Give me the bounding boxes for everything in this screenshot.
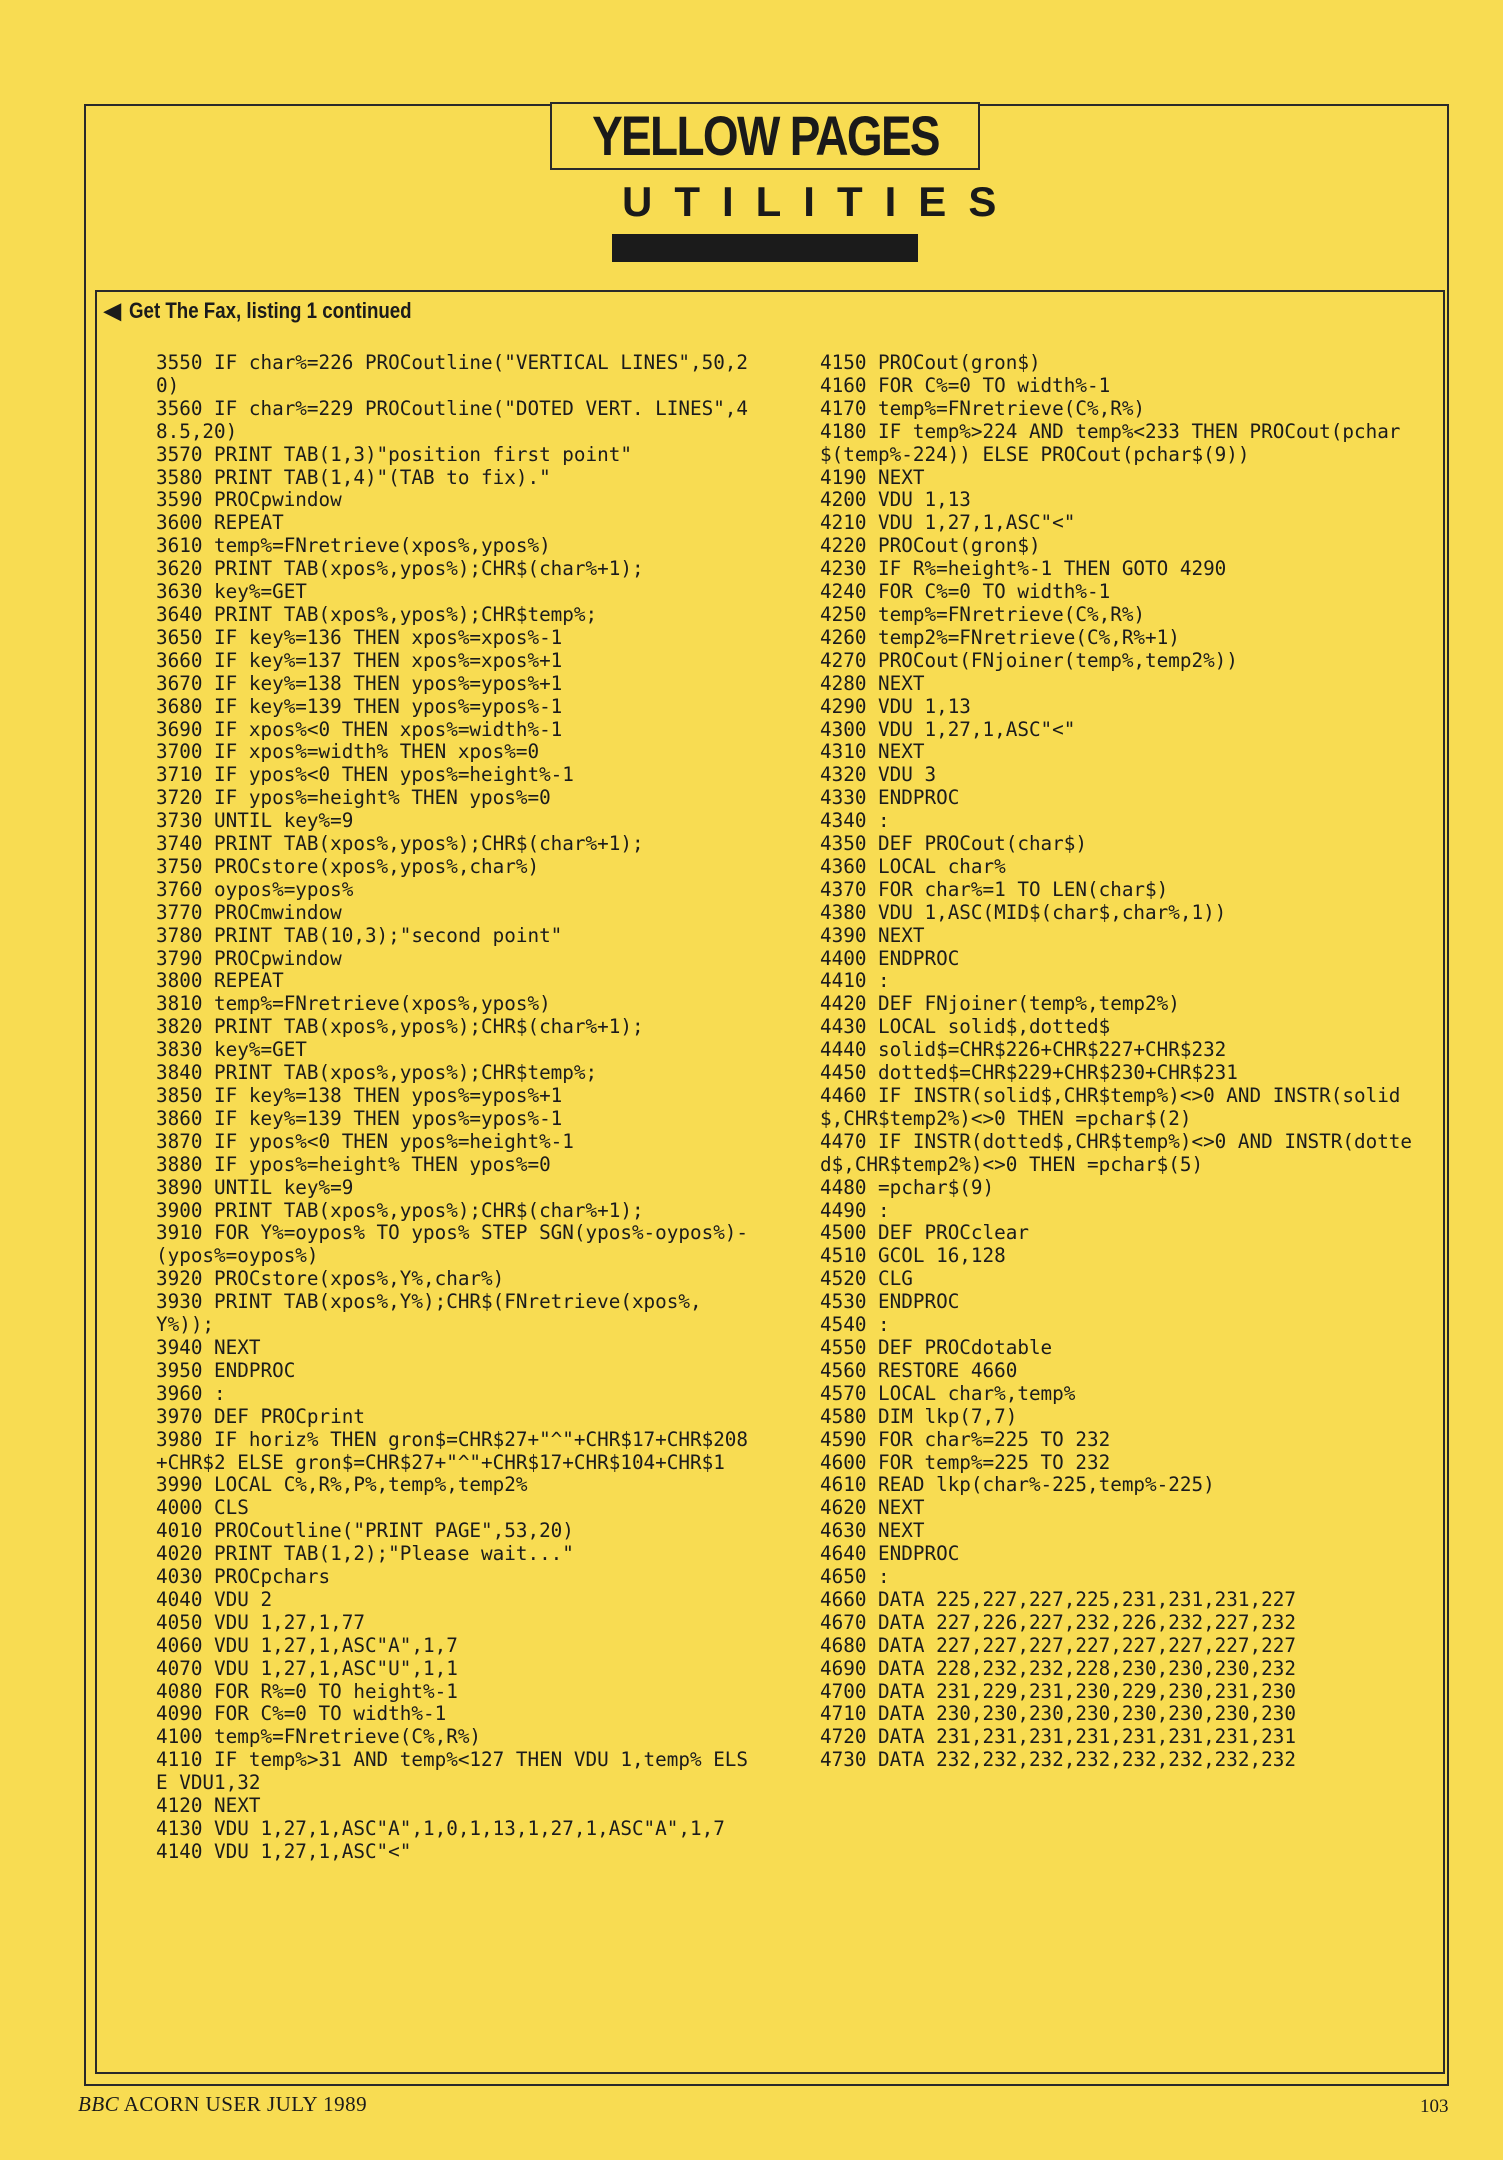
code-line: 4290 VDU 1,13 [820, 694, 971, 718]
code-line: 4270 PROCout(FNjoiner(temp%,temp2%)) [820, 648, 1238, 672]
code-line: 4350 DEF PROCout(char$) [820, 832, 1087, 856]
page-number: 103 [1420, 2096, 1449, 2117]
code-line: 4500 DEF PROCclear [820, 1221, 1029, 1245]
code-line: 3950 ENDPROC [156, 1358, 296, 1382]
code-line: 3700 IF xpos%=width% THEN xpos%=0 [156, 740, 540, 764]
code-line: 4280 NEXT [820, 671, 925, 695]
code-line: 4480 =pchar$(9) [820, 1175, 995, 1199]
code-line: 4150 PROCout(gron$) [820, 351, 1041, 374]
code-line: 3760 oypos%=ypos% [156, 877, 354, 901]
code-line: 3790 PROCpwindow [156, 946, 342, 970]
code-line: 3750 PROCstore(xpos%,ypos%,char%) [156, 854, 540, 878]
code-line: 4090 FOR C%=0 TO width%-1 [156, 1702, 447, 1726]
code-line: 4210 VDU 1,27,1,ASC"<" [820, 511, 1076, 535]
code-line: 3860 IF key%=139 THEN ypos%=ypos%-1 [156, 1106, 563, 1130]
code-line: 3910 FOR Y%=oypos% TO ypos% STEP SGN(ypos%-oypos%)-(ypos%=oypos%) [156, 1221, 749, 1268]
code-line: 3770 PROCmwindow [156, 900, 342, 924]
code-line: 4170 temp%=FNretrieve(C%,R%) [820, 396, 1146, 420]
code-line: 4590 FOR char%=225 TO 232 [820, 1427, 1111, 1451]
code-line: 4460 IF INSTR(solid$,CHR$temp%)<>0 AND INSTR(solid$,CHR$temp2%)<>0 THEN =pchar$(2) [820, 1084, 1401, 1130]
code-line: 4130 VDU 1,27,1,ASC"A",1,0,1,13,1,27,1,ASC"A",1,7 [156, 1817, 725, 1840]
left-arrow-icon: ◀ [104, 298, 121, 323]
code-line: 3720 IF ypos%=height% THEN ypos%=0 [156, 786, 551, 810]
code-line: 3640 PRINT TAB(xpos%,ypos%);CHR$temp%; [156, 602, 598, 626]
code-line: 3610 temp%=FNretrieve(xpos%,ypos%) [156, 534, 551, 558]
code-line: 3800 REPEAT [156, 969, 284, 993]
code-line: 3980 IF horiz% THEN gron$=CHR$27+"^"+CHR$17+CHR$208+CHR$2 ELSE gron$=CHR$27+"^"+CHR$17+CHR$104+CHR$1 [156, 1427, 749, 1474]
code-line: 3740 PRINT TAB(xpos%,ypos%);CHR$(char%+1); [156, 832, 644, 856]
code-line: 4250 temp%=FNretrieve(C%,R%) [820, 602, 1146, 626]
header-title: YELLOW PAGES [591, 104, 939, 167]
code-line: 4660 DATA 225,227,227,225,231,231,231,227 [820, 1587, 1296, 1611]
code-line: 4220 PROCout(gron$) [820, 534, 1041, 558]
code-line: 4510 GCOL 16,128 [820, 1244, 1006, 1268]
code-line: 4620 NEXT [820, 1496, 925, 1520]
continued-label [104, 296, 461, 326]
code-line: 3990 LOCAL C%,R%,P%,temp%,temp2% [156, 1473, 528, 1497]
code-line: 3680 IF key%=139 THEN ypos%=ypos%-1 [156, 694, 563, 718]
code-line: 3620 PRINT TAB(xpos%,ypos%);CHR$(char%+1); [156, 557, 644, 581]
code-line: 4530 ENDPROC [820, 1290, 960, 1314]
code-line: 4540 : [820, 1313, 890, 1337]
footer-publication [78, 2092, 367, 2117]
code-line: 3850 IF key%=138 THEN ypos%=ypos%+1 [156, 1084, 563, 1107]
code-line: 3920 PROCstore(xpos%,Y%,char%) [156, 1267, 505, 1291]
code-line: 4410 : [820, 969, 890, 993]
code-line: 3940 NEXT [156, 1335, 261, 1359]
code-line: 4330 ENDPROC [820, 786, 960, 810]
code-line: 3960 : [156, 1381, 226, 1405]
code-line: 3820 PRINT TAB(xpos%,ypos%);CHR$(char%+1); [156, 1015, 644, 1039]
code-line: 4430 LOCAL solid$,dotted$ [820, 1015, 1111, 1039]
code-line: 4190 NEXT [820, 465, 925, 489]
code-line: 3780 PRINT TAB(10,3);"second point" [156, 923, 563, 947]
code-line: 3970 DEF PROCprint [156, 1404, 365, 1428]
code-line: 3930 PRINT TAB(xpos%,Y%);CHR$(FNretrieve(xpos%,Y%)); [156, 1290, 702, 1337]
header-title-box [550, 102, 980, 170]
code-line: 4670 DATA 227,226,227,232,226,232,227,232 [820, 1610, 1296, 1634]
code-line: 4040 VDU 2 [156, 1587, 273, 1611]
code-line: 4640 ENDPROC [820, 1542, 960, 1566]
code-line: 3830 key%=GET [156, 1038, 307, 1062]
code-line: 4300 VDU 1,27,1,ASC"<" [820, 717, 1076, 741]
footer-issue: ACORN USER JULY 1989 [119, 2092, 368, 2116]
code-line: 4010 PROCoutline("PRINT PAGE",53,20) [156, 1519, 574, 1543]
code-line: 4380 VDU 1,ASC(MID$(char$,char%,1)) [820, 900, 1227, 924]
code-line: 4690 DATA 228,232,232,228,230,230,230,232 [820, 1656, 1296, 1680]
code-line: 4650 : [820, 1565, 890, 1589]
code-line: 4720 DATA 231,231,231,231,231,231,231,231 [820, 1725, 1296, 1749]
code-line: 4140 VDU 1,27,1,ASC"<" [156, 1839, 412, 1863]
code-line: 4570 LOCAL char%,temp% [820, 1381, 1076, 1405]
code-line: 4730 DATA 232,232,232,232,232,232,232,232 [820, 1748, 1296, 1772]
code-line: 4340 : [820, 809, 890, 833]
code-line: 4700 DATA 231,229,231,230,229,230,231,230 [820, 1679, 1296, 1703]
code-line: 4710 DATA 230,230,230,230,230,230,230,230 [820, 1702, 1296, 1726]
code-line: 3560 IF char%=229 PROCoutline("DOTED VERT. LINES",48.5,20) [156, 396, 749, 443]
code-line: 4070 VDU 1,27,1,ASC"U",1,1 [156, 1656, 458, 1680]
code-line: 4000 CLS [156, 1496, 249, 1520]
code-line: 4680 DATA 227,227,227,227,227,227,227,227 [820, 1633, 1296, 1657]
code-line: 4450 dotted$=CHR$229+CHR$230+CHR$231 [820, 1061, 1238, 1085]
code-line: 4560 RESTORE 4660 [820, 1358, 1018, 1382]
code-line: 4230 IF R%=height%-1 THEN GOTO 4290 [820, 557, 1227, 581]
code-line: 4320 VDU 3 [820, 763, 937, 787]
code-line: 3880 IF ypos%=height% THEN ypos%=0 [156, 1152, 551, 1176]
code-line: 4240 FOR C%=0 TO width%-1 [820, 580, 1111, 604]
listing-left-column [156, 352, 756, 1864]
code-line: 4310 NEXT [820, 740, 925, 764]
code-line: 4020 PRINT TAB(1,2);"Please wait..." [156, 1542, 574, 1566]
code-line: 3690 IF xpos%<0 THEN xpos%=width%-1 [156, 717, 563, 741]
code-line: 3870 IF ypos%<0 THEN ypos%=height%-1 [156, 1129, 574, 1153]
code-line: 3580 PRINT TAB(1,4)"(TAB to fix)." [156, 465, 551, 489]
code-line: 3630 key%=GET [156, 580, 307, 604]
code-line: 3570 PRINT TAB(1,3)"position first point" [156, 442, 632, 466]
section-label: UTILITIES [622, 178, 1019, 225]
code-line: 4030 PROCpchars [156, 1565, 331, 1589]
code-line: 4400 ENDPROC [820, 946, 960, 970]
code-line: 4360 LOCAL char% [820, 854, 1006, 878]
code-line: 3590 PROCpwindow [156, 488, 342, 512]
code-line: 4490 : [820, 1198, 890, 1222]
code-line: 3810 temp%=FNretrieve(xpos%,ypos%) [156, 992, 551, 1016]
code-line: 4600 FOR temp%=225 TO 232 [820, 1450, 1111, 1474]
code-line: 3730 UNTIL key%=9 [156, 809, 354, 833]
code-line: 4080 FOR R%=0 TO height%-1 [156, 1679, 458, 1703]
code-line: 3670 IF key%=138 THEN ypos%=ypos%+1 [156, 671, 563, 695]
code-line: 4260 temp2%=FNretrieve(C%,R%+1) [820, 625, 1180, 649]
code-line: 4610 READ lkp(char%-225,temp%-225) [820, 1473, 1215, 1497]
listing-right-column [820, 352, 1420, 1772]
section-bar [612, 234, 918, 262]
code-line: 4060 VDU 1,27,1,ASC"A",1,7 [156, 1633, 458, 1657]
code-line: 3710 IF ypos%<0 THEN ypos%=height%-1 [156, 763, 574, 787]
code-line: 4100 temp%=FNretrieve(C%,R%) [156, 1725, 482, 1749]
continued-text: Get The Fax, listing 1 continued [128, 298, 412, 323]
code-line: 4420 DEF FNjoiner(temp%,temp2%) [820, 992, 1180, 1016]
code-line: 4520 CLG [820, 1267, 913, 1291]
code-line: 3900 PRINT TAB(xpos%,ypos%);CHR$(char%+1); [156, 1198, 644, 1222]
code-line: 4160 FOR C%=0 TO width%-1 [820, 373, 1111, 397]
code-line: 4550 DEF PROCdotable [820, 1335, 1053, 1359]
code-line: 4630 NEXT [820, 1519, 925, 1543]
code-line: 4110 IF temp%>31 AND temp%<127 THEN VDU 1,temp% ELSE VDU1,32 [156, 1748, 749, 1795]
code-line: 4050 VDU 1,27,1,77 [156, 1610, 365, 1634]
code-line: 4180 IF temp%>224 AND temp%<233 THEN PROCout(pchar$(temp%-224)) ELSE PROCout(pchar$(9)) [820, 419, 1401, 466]
code-line: 4470 IF INSTR(dotted$,CHR$temp%)<>0 AND INSTR(dotted$,CHR$temp2%)<>0 THEN =pchar$(5) [820, 1129, 1413, 1176]
code-line: 3660 IF key%=137 THEN xpos%=xpos%+1 [156, 648, 563, 672]
code-line: 3890 UNTIL key%=9 [156, 1175, 354, 1199]
code-line: 4580 DIM lkp(7,7) [820, 1404, 1018, 1428]
code-line: 3650 IF key%=136 THEN xpos%=xpos%-1 [156, 625, 563, 649]
code-line: 3840 PRINT TAB(xpos%,ypos%);CHR$temp%; [156, 1061, 598, 1085]
code-line: 4200 VDU 1,13 [820, 488, 971, 512]
code-line: 4370 FOR char%=1 TO LEN(char$) [820, 877, 1169, 901]
code-line: 3550 IF char%=226 PROCoutline("VERTICAL LINES",50,20) [156, 351, 749, 397]
code-line: 4440 solid$=CHR$226+CHR$227+CHR$232 [820, 1038, 1227, 1062]
footer-bbc: BBC [78, 2092, 120, 2116]
code-line: 3600 REPEAT [156, 511, 284, 535]
code-line: 4390 NEXT [820, 923, 925, 947]
code-line: 4120 NEXT [156, 1794, 261, 1818]
